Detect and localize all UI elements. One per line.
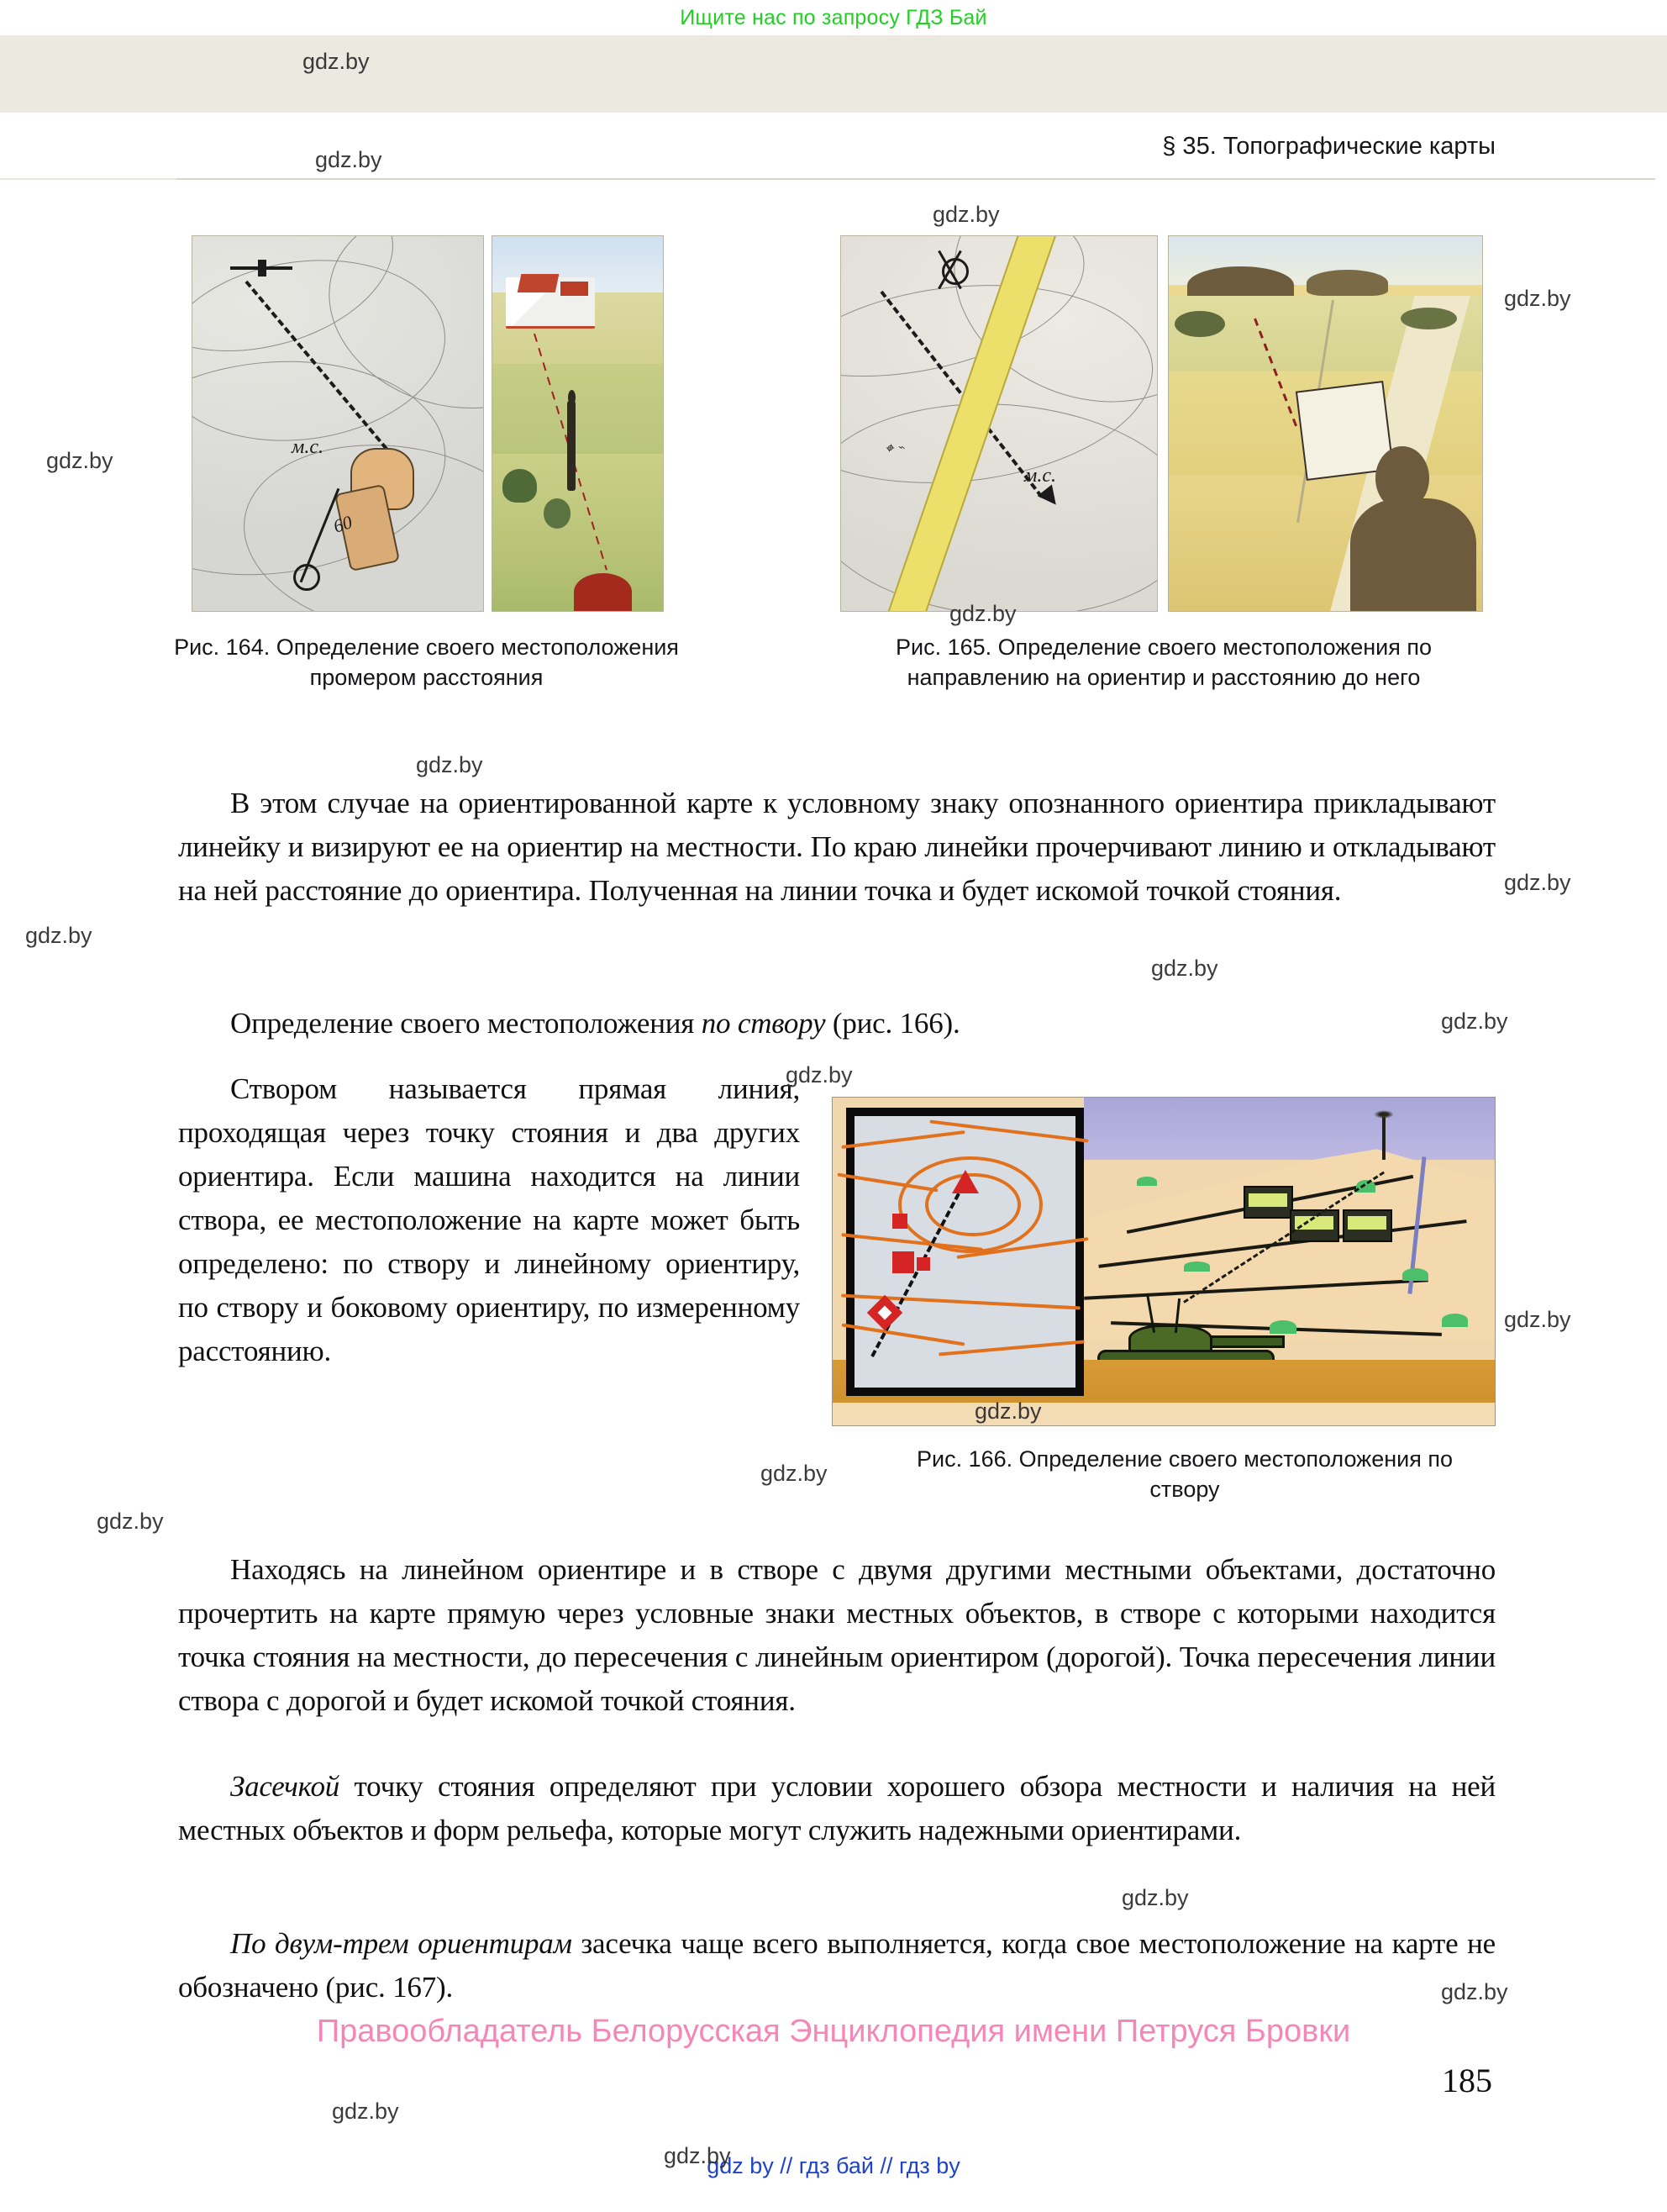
paragraph-6-after: засечка чаще всего выполняется, когда свое местоположение на карте не обозначено (рис. 167). — [178, 1927, 1496, 2004]
watermark-gdz: gdz.by — [1504, 286, 1571, 311]
figure-row-164-165 — [0, 235, 1667, 618]
grass-tuft — [1442, 1314, 1469, 1327]
fig-166-illustration — [832, 1097, 1496, 1426]
foreground-soil — [574, 573, 632, 611]
watermark-gdz: gdz.by — [416, 752, 483, 777]
foreground-strip — [833, 1403, 1495, 1425]
watermark-gdz: gdz.by — [315, 147, 382, 172]
map-symbol-diamond — [867, 1295, 902, 1330]
fig-165-map-panel — [840, 235, 1158, 612]
map-symbol-square — [917, 1257, 930, 1271]
house — [1343, 1209, 1392, 1242]
bush — [544, 498, 571, 529]
house — [1244, 1186, 1293, 1219]
paragraph-5-after: точку стояния определяют при условии хорошего обзора местности и наличия на ней местных объектов и форм рельефа, которые могут служить надежными ориентирами. — [178, 1770, 1496, 1846]
paragraph-3: Створом называется прямая линия, проходящая через точку стояния и два других ориентира. Если машина находится на линии створа, ее местоположение на карте может быть определено: по створу и линейному ориентиру, по створу и боковому ориентиру, по измеренному расстоянию. — [178, 1072, 800, 1367]
house-roof — [560, 282, 587, 297]
watermark-gdz: gdz.by — [332, 2099, 399, 2124]
fig-165-caption: Рис. 165. Определение своего местоположения по направлению на ориентир и расстоянию до него — [895, 635, 1432, 690]
paragraph-2-italic-term: по створу — [701, 1007, 826, 1040]
watermark-gdz: gdz.by — [1504, 1307, 1571, 1332]
header-rule — [176, 178, 1655, 180]
paragraph-6-italic-term: По двум-трем ориентирам — [230, 1927, 572, 1960]
paragraph-5-italic-term: Засечкой — [230, 1770, 340, 1803]
watermark-gdz: gdz.by — [1151, 956, 1218, 981]
person-body — [567, 401, 576, 491]
hill — [1307, 270, 1388, 296]
landscape-illustration — [1169, 236, 1482, 611]
watermark-gdz: gdz.by — [949, 601, 1017, 626]
map-symbol-triangle — [952, 1170, 979, 1193]
section-title: § 35. Топографические карты — [1162, 133, 1496, 160]
watermark-gdz: gdz.by — [302, 49, 370, 74]
paragraph-2-after: (рис. 166). — [825, 1007, 960, 1040]
field-mid — [492, 364, 663, 461]
footer-links[interactable]: gdz by // гдз бай // гдз by — [707, 2153, 960, 2178]
grass-tuft — [1270, 1320, 1296, 1334]
watermark-gdz: gdz.by — [97, 1509, 164, 1534]
contour-line — [841, 1130, 965, 1149]
grass-tuft — [1137, 1177, 1157, 1187]
paragraph-4: Находясь на линейном ориентире и в створе с двумя другими местными объектами, достаточно прочертить на карте прямую через условные знаки местных объектов, в створе с которыми находится точка стояния на местности, до пересечения с линейным ориентиром (дорогой). Точка пересечения линии створа с дорогой и будет искомой точкой стояния. — [178, 1553, 1496, 1717]
paragraph-1: В этом случае на ориентированной карте к условному знаку опознанного ориентира прикладывают линейку и визируют ее на ориентир на местности. По краю линейки прочерчивают линию и откладывают на ней расстояние до ориентира. Полученная на линии точка и будет искомой точкой стояния. — [178, 787, 1496, 907]
contour-line — [842, 1324, 965, 1346]
watermark-gdz: gdz.by — [760, 1461, 828, 1486]
fig-164-landscape-panel — [492, 235, 664, 612]
copyright-notice: Правообладатель Белорусская Энциклопедия имени Петруся Бровки — [316, 2014, 1351, 2049]
paragraph-2 — [178, 1002, 1496, 1045]
house-roof — [518, 274, 559, 292]
fig-165-landscape-panel — [1168, 235, 1483, 612]
tank-barrel — [1201, 1335, 1285, 1348]
watermark-gdz: gdz.by — [1122, 1885, 1189, 1910]
fig-164-map-panel — [192, 235, 484, 612]
fig-164-map-label: м.с. — [292, 436, 323, 458]
watermark-gdz: gdz.by — [664, 2143, 731, 2168]
observer-body — [1350, 498, 1475, 611]
map-symbol-square — [892, 1214, 907, 1229]
sky — [1084, 1098, 1495, 1160]
watermark-gdz: gdz.by — [25, 923, 92, 948]
ruler-tick — [258, 260, 266, 276]
fig-165-map-label: м.с. — [1024, 465, 1056, 487]
distance-annotation: 60 — [330, 511, 355, 537]
watermark-gdz: gdz.by — [1441, 1009, 1508, 1034]
watermark-gdz: gdz.by — [786, 1062, 853, 1088]
house — [1290, 1209, 1339, 1242]
summit-tower — [1382, 1117, 1386, 1160]
watermark-gdz: gdz.by — [1441, 1979, 1508, 2004]
inset-topographic-map — [846, 1108, 1085, 1396]
grass-tuft — [1184, 1261, 1211, 1272]
compass-ring — [293, 564, 320, 591]
paragraph-6 — [178, 1922, 1496, 2009]
paragraph-2-before: Определение своего местоположения — [230, 1007, 702, 1040]
landscape-illustration — [492, 236, 663, 611]
watermark-gdz: gdz.by — [46, 448, 113, 473]
map-symbol-square — [892, 1251, 914, 1273]
bush — [502, 469, 537, 503]
watermark-gdz: gdz.by — [933, 202, 1000, 227]
terrain-marks: ⌖ ⌁ — [885, 440, 904, 456]
header-rule-left — [0, 178, 176, 180]
watermark-gdz: gdz.by — [975, 1398, 1042, 1424]
paragraph-5 — [178, 1765, 1496, 1852]
page-header-band — [0, 35, 1667, 113]
promo-banner: Ищите нас по запросу ГДЗ Бай — [680, 6, 987, 29]
watermark-gdz: gdz.by — [1504, 870, 1571, 895]
grass-tuft — [1402, 1268, 1429, 1282]
fig-164-caption: Рис. 164. Определение своего местоположения промером расстояния — [174, 635, 679, 690]
page-number: 185 — [1442, 2062, 1492, 2099]
fig-166-caption: Рис. 166. Определение своего местоположения по створу — [916, 1446, 1453, 1502]
